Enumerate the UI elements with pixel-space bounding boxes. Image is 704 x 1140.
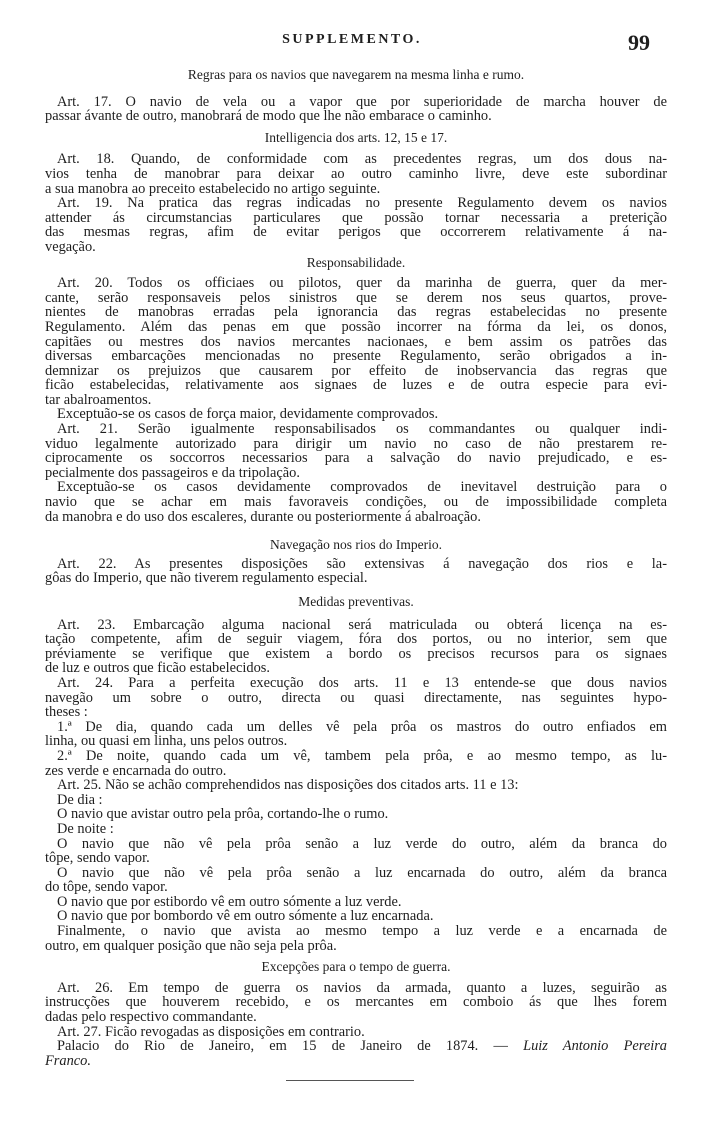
- paragraph: [45, 749, 667, 778]
- paragraph: [45, 95, 667, 124]
- paragraph: [45, 407, 667, 422]
- text-line: diversas embarcações mencionadas no presente Regulamento, serão obrigados a in-: [45, 348, 667, 365]
- section-heading: Intelligencia dos arts. 12, 15 e 17.: [264, 129, 448, 145]
- paragraph: [45, 822, 667, 837]
- text-line: theses :: [45, 704, 88, 721]
- closing-paragraph: [45, 1039, 667, 1068]
- text-line: Art. 22. As presentes disposições são extensivas á navegação dos rios e la-: [57, 555, 667, 572]
- section-heading: Navegação nos rios do Imperio.: [269, 537, 443, 553]
- text-line: O navio que não vê pela prôa senão a luz encarnada do outro, além da branca: [57, 864, 667, 881]
- text-line: dadas pelo respectivo commandante.: [45, 1009, 257, 1026]
- text-line: da manobra e do uso dos escaleres, durante ou posteriormente á abalroação.: [45, 508, 481, 525]
- text-line: passar ávante de outro, manobrará de modo que lhe não embarace o caminho.: [45, 108, 492, 125]
- paragraph: [45, 924, 667, 953]
- text-line: Finalmente, o navio que avista ao mesmo tempo a luz verde e a encarnada de: [57, 923, 667, 940]
- section-heading: Responsabilidade.: [306, 254, 406, 270]
- paragraph: [45, 793, 667, 808]
- document-body: [45, 68, 667, 1068]
- text-line: zes verde e encarnada do outro.: [45, 762, 227, 779]
- section-heading: Medidas preventivas.: [298, 594, 414, 609]
- text-line: nientes de manobras erradas pela ignorancia das regras estabelecidas no presente: [45, 304, 667, 321]
- text-line: Art. 18. Quando, de conformidade com as precedentes regras, um dos dous na-: [57, 151, 667, 168]
- text-line: Regulamento. Além das penas em que possão incorrer na fórma da lei, os donos,: [45, 318, 667, 335]
- signatory-name: Luiz Antonio Pereira: [523, 1038, 667, 1055]
- text-line: Art. 25. Não se achão comprehendidos nas disposições dos citados arts. 11 e 13:: [57, 777, 519, 794]
- closing-rule: [286, 1080, 414, 1081]
- text-line: tar abalroamentos.: [45, 391, 152, 408]
- paragraph: [45, 557, 667, 586]
- place-date: Palacio do Rio de Janeiro, em 15 de Janeiro de 1874. —: [57, 1038, 508, 1055]
- text-line: tação competente, afim de seguir viagem, fóra dos portos, ou no interior, sem que: [45, 631, 667, 648]
- paragraph: [45, 276, 667, 407]
- text-line: O navio que avistar outro pela prôa, cortando-lhe o rumo.: [57, 806, 389, 823]
- text-line: demnizar os prejuizos que causarem por effeito de inobservancia das regras que: [45, 362, 667, 379]
- text-line: Art. 20. Todos os officiaes ou pilotos, quer da marinha de guerra, quer da mer-: [57, 275, 667, 292]
- paragraph: [45, 895, 667, 910]
- section-heading: Regras para os navios que navegarem na mesma linha e rumo.: [187, 67, 525, 82]
- text-line: vios tenha de manobrar para deixar ao outro caminho livre, deve este subordinar: [45, 165, 667, 182]
- paragraph: [45, 866, 667, 895]
- running-head: SUPPLEMENTO.: [282, 32, 422, 47]
- text-line: O navio que não vê pela prôa senão a luz verde do outro, além da branca do: [57, 835, 667, 852]
- paragraph: [45, 422, 667, 480]
- paragraph: [45, 480, 667, 524]
- paragraph: [45, 618, 667, 676]
- text-line: 1.ª De dia, quando cada um delles vê pela prôa os mastros do outro enfiados em: [57, 718, 667, 735]
- text-line: gôas do Imperio, que não tiverem regulamento especial.: [45, 570, 368, 587]
- text-line: outro, em qualquer posição que não seja pela prôa.: [45, 937, 337, 954]
- text-line: ciprocamente os soccorros necessarios para a salvação do navio prejudicado, e es-: [45, 450, 667, 467]
- signatory-name-continued: Franco.: [45, 1052, 91, 1069]
- paragraph: [45, 909, 667, 924]
- text-line: Exceptuão-se os casos devidamente comprovados de inevitavel destruição para o: [57, 479, 667, 496]
- text-line: Art. 27. Ficão revogadas as disposições em contrario.: [57, 1023, 365, 1040]
- text-line: ficão estabelecidas, relativamente aos signaes de luzes e de outra especie para evi-: [45, 377, 667, 394]
- page-number: 99: [628, 30, 650, 55]
- text-line: capitães ou mestres dos navios mercantes nacionaes, e bem assim os patrões das: [45, 333, 667, 350]
- text-line: tôpe, sendo vapor.: [45, 850, 150, 867]
- paragraph: [45, 807, 667, 822]
- text-line: do tôpe, sendo vapor.: [45, 879, 168, 896]
- text-line: attender ás circumstancias particulares que possão tornar necessaria a preterição: [45, 209, 667, 226]
- text-line: Art. 21. Serão igualmente responsabilisados os commandantes ou qualquer indi-: [57, 421, 667, 438]
- closing-line: [45, 1039, 667, 1054]
- text-line: O navio que por bombordo vê em outro sómente a luz encarnada.: [57, 908, 434, 925]
- text-line: cante, serão responsaveis pelos sinistros que se derem nos seus quartos, prove-: [45, 289, 667, 306]
- paragraph: [45, 778, 667, 793]
- text-line: navegão um sobre o outro, directa ou quasi directamente, nas seguintes hypo-: [45, 689, 667, 706]
- paragraph: [45, 152, 667, 196]
- paragraph: [45, 196, 667, 254]
- section-heading: Excepções para o tempo de guerra.: [261, 959, 451, 975]
- text-line: Exceptuão-se os casos de força maior, devidamente comprovados.: [57, 406, 439, 423]
- text-line: vegação.: [45, 238, 96, 255]
- paragraph: [45, 720, 667, 749]
- paragraph: [45, 837, 667, 866]
- text-line: instrucções que houverem recebido, e os mercantes em comboio ás que lhes forem: [45, 994, 667, 1011]
- text-line: das mesmas regras, afim de evitar perigos que occorrerem relativamente á na-: [45, 224, 667, 241]
- text-line: préviamente se verifique que existem a bordo os precisos recursos para os signaes: [45, 645, 667, 662]
- text-line: a sua manobra ao preceito estabelecido no artigo seguinte.: [45, 180, 381, 197]
- text-line: De noite :: [57, 820, 114, 837]
- text-line: Art. 24. Para a perfeita execução dos arts. 11 e 13 entende-se que dous navios: [57, 674, 667, 691]
- paragraph: [45, 1025, 667, 1040]
- text-line: viduo legalmente autorizado para dirigir um navio no caso de não prestarem re-: [45, 435, 667, 452]
- paragraph: [45, 981, 667, 1025]
- text-line: navio que se achar em mais favoraveis condições, ou de impossibilidade completa: [45, 494, 667, 511]
- text-line: linha, ou quasi em linha, uns pelos outros.: [45, 733, 288, 750]
- text-line: Art. 23. Embarcação alguma nacional será matriculada ou obterá licença na es-: [57, 616, 667, 633]
- text-line: de luz e outros que ficão estabelecidos.: [45, 660, 270, 677]
- text-line: De dia :: [57, 791, 103, 808]
- paragraph: [45, 676, 667, 720]
- text-line: pecialmente dos passageiros e da tripolação.: [45, 464, 300, 481]
- text-line: O navio que por estibordo vê em outro sómente a luz verde.: [57, 893, 402, 910]
- text-line: Art. 19. Na pratica das regras indicadas no presente Regulamento devem os navios: [57, 195, 667, 212]
- text-line: Art. 17. O navio de vela ou a vapor que por superioridade de marcha houver de: [57, 93, 667, 110]
- text-line: 2.ª De noite, quando cada um vê, tambem pela prôa, e ao mesmo tempo, as lu-: [57, 747, 667, 764]
- text-line: Art. 26. Em tempo de guerra os navios da armada, quanto a luzes, seguirão as: [57, 979, 667, 996]
